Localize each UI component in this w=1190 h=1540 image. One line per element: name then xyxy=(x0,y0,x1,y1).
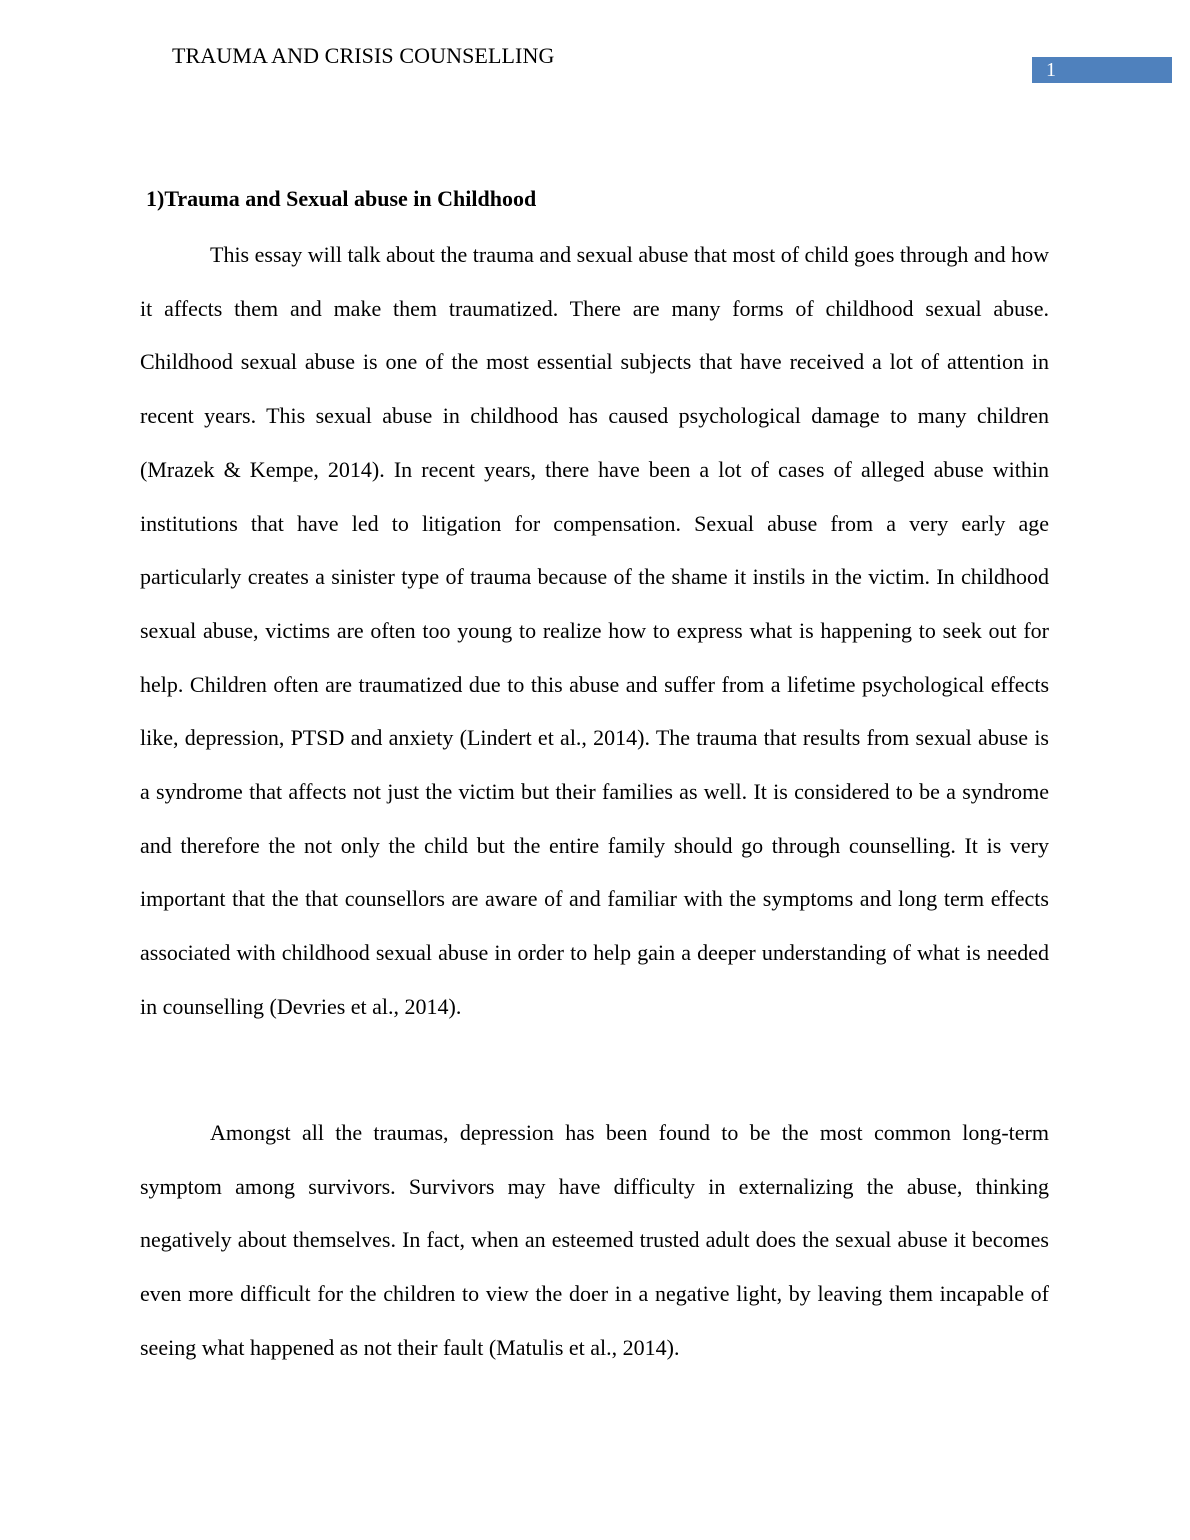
page-number-box xyxy=(1032,57,1172,83)
body-paragraph-2: Amongst all the traumas, depression has been found to be the most common long-term symptom among survivors. Survivors may have difficulty in externalizing the abuse, thinking negatively about themselves. In fact, when an esteemed trusted adult does the sexual abuse it becomes even more difficult for the children to view the doer in a negative light, by leaving them incapable of seeing what happened as not their fault (Matulis et al., 2014). xyxy=(140,1120,1049,1360)
section-heading: 1)Trauma and Sexual abuse in Childhood xyxy=(146,186,537,211)
body-paragraph-1: This essay will talk about the trauma and sexual abuse that most of child goes through and how it affects them and make them traumatized. There are many forms of childhood sexual abuse. Childhood sexual abuse is one of the most essential subjects that have received a lot of attention in recent years. This sexual abuse in childhood has caused psychological damage to many children (Mrazek & Kempe, 2014). In recent years, there have been a lot of cases of alleged abuse within institutions that have led to litigation for compensation. Sexual abuse from a very early age particularly creates a sinister type of trauma because of the shame it instils in the victim. In childhood sexual abuse, victims are often too young to realize how to express what is happening to seek out for help. Children often are traumatized due to this abuse and suffer from a lifetime psychological effects like, depression, PTSD and anxiety (Lindert et al., 2014). The trauma that results from sexual abuse is a syndrome that affects not just the victim but their families as well. It is considered to be a syndrome and therefore the not only the child but the entire family should go through counselling. It is very important that the that counsellors are aware of and familiar with the symptoms and long term effects associated with childhood sexual abuse in order to help gain a deeper understanding of what is needed in counselling (Devries et al., 2014). xyxy=(140,242,1049,1019)
page-number: 1 xyxy=(1046,59,1056,81)
running-head: TRAUMA AND CRISIS COUNSELLING xyxy=(172,43,555,68)
